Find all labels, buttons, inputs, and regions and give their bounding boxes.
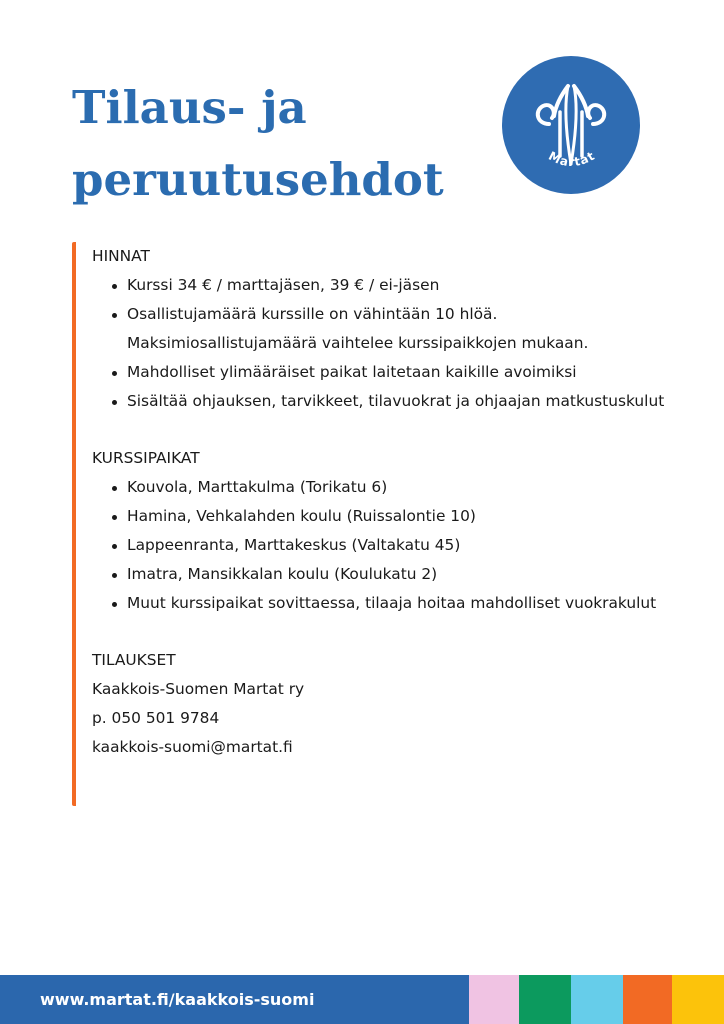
phone-number: p. 050 501 9784	[92, 709, 220, 727]
title-line-2: peruutusehdot	[72, 153, 444, 206]
footer-bar	[0, 975, 724, 1024]
list-item: Muut kurssipaikat sovittaessa, tilaaja hoitaa mahdolliset vuokrakulut	[112, 589, 672, 618]
list-item: Mahdolliset ylimääräiset paikat laitetaan kaikille avoimiksi	[112, 358, 672, 387]
footer-color-swatch-pink	[469, 975, 519, 1024]
title-line-1: Tilaus- ja	[72, 81, 307, 134]
list-item: Sisältää ohjauksen, tarvikkeet, tilavuokrat ja ohjaajan matkustuskulut	[112, 387, 672, 416]
martat-m-monogram-icon	[502, 56, 640, 194]
footer-color-swatch-orange	[623, 975, 672, 1024]
section-heading-hinnat: HINNAT	[92, 247, 150, 265]
footer-website-link[interactable]: www.martat.fi/kaakkois-suomi	[0, 975, 469, 1024]
footer-color-swatch-yellow	[672, 975, 724, 1024]
terms-content	[72, 242, 672, 806]
list-item: Kurssi 34 € / marttajäsen, 39 € / ei-jäsen	[112, 271, 672, 300]
list-item: Hamina, Vehkalahden koulu (Ruissalontie 10)	[112, 502, 672, 531]
organization-name: Kaakkois-Suomen Martat ry	[92, 680, 305, 698]
martat-logo	[502, 56, 640, 194]
list-item: Lappeenranta, Marttakeskus (Valtakatu 45)	[112, 531, 672, 560]
logo-wordmark: Martat	[546, 148, 598, 170]
section-kurssipaikat	[92, 444, 672, 618]
section-heading-kurssipaikat: KURSSIPAIKAT	[92, 449, 200, 467]
section-heading-tilaukset: TILAUKSET	[92, 651, 176, 669]
email-address: kaakkois-suomi@martat.fi	[92, 738, 293, 756]
section-tilaukset	[92, 646, 672, 762]
footer-color-swatch-green	[519, 975, 571, 1024]
list-item: Imatra, Mansikkalan koulu (Koulukatu 2)	[112, 560, 672, 589]
section-hinnat	[92, 242, 672, 416]
page-title	[72, 72, 444, 216]
hinnat-list	[92, 271, 672, 416]
footer-color-swatch-lightblue	[571, 975, 623, 1024]
list-item: Osallistujamäärä kurssille on vähintään 10 hlöä. Maksimiosallistujamäärä vaihtelee kurssipaikkojen mukaan.	[112, 300, 672, 358]
list-item: Kouvola, Marttakulma (Torikatu 6)	[112, 473, 672, 502]
kurssipaikat-list	[92, 473, 672, 618]
